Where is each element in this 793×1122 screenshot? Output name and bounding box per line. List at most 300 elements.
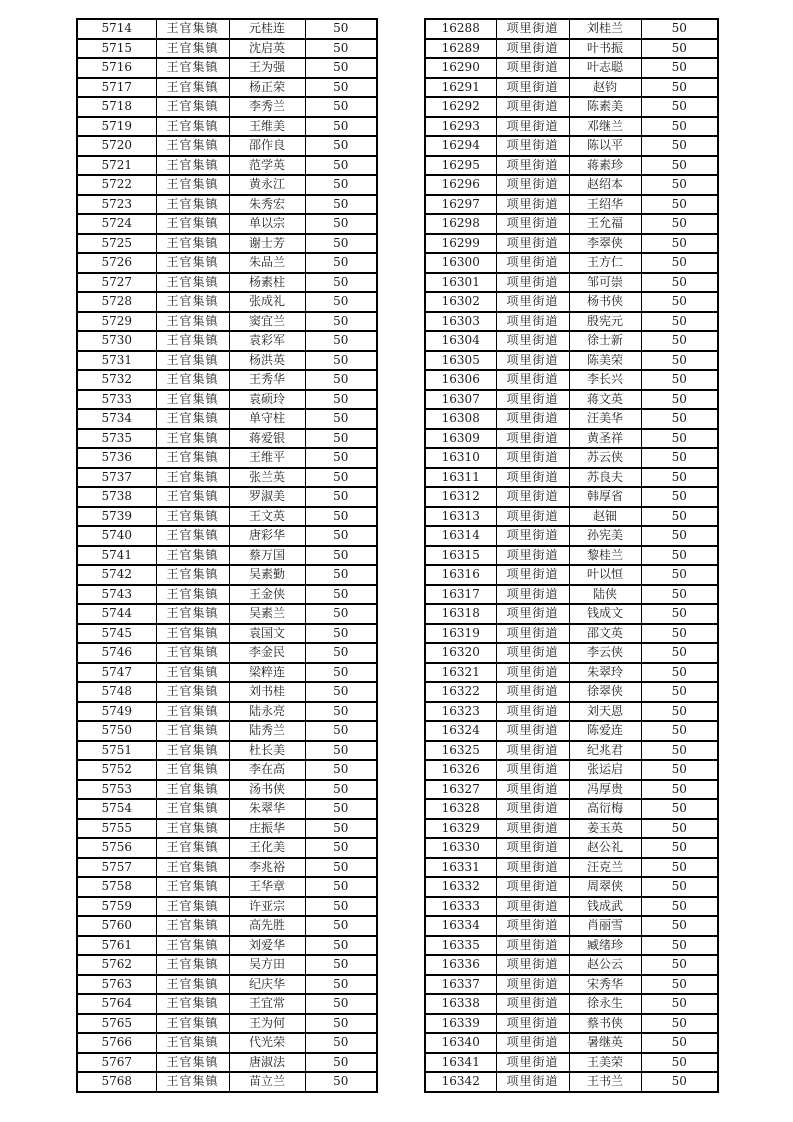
cell-serial-number: 16317 [425,585,496,605]
cell-serial-number: 16290 [425,58,496,78]
cell-person-name: 黄永江 [229,175,305,195]
cell-amount: 50 [305,156,377,176]
cell-person-name: 蒋文英 [569,390,641,410]
cell-amount: 50 [641,429,718,449]
cell-serial-number: 5744 [77,604,156,624]
cell-amount: 50 [641,19,718,39]
cell-region-name: 王官集镇 [156,370,229,390]
cell-region-name: 项里街道 [496,682,569,702]
table-row [77,682,377,702]
cell-amount: 50 [641,877,718,897]
cell-amount: 50 [305,195,377,215]
cell-amount: 50 [305,975,377,995]
cell-serial-number: 5752 [77,760,156,780]
cell-amount: 50 [641,1072,718,1092]
table-row [425,916,718,936]
table-row [77,429,377,449]
cell-person-name: 唐淑法 [229,1053,305,1073]
cell-region-name: 王官集镇 [156,273,229,293]
table-row [77,409,377,429]
cell-person-name: 孙宪美 [569,526,641,546]
table-row [425,702,718,722]
cell-person-name: 王方仁 [569,253,641,273]
table-row [425,97,718,117]
cell-amount: 50 [305,117,377,137]
cell-region-name: 项里街道 [496,624,569,644]
table-row [77,234,377,254]
cell-serial-number: 5758 [77,877,156,897]
cell-region-name: 项里街道 [496,760,569,780]
cell-region-name: 项里街道 [496,312,569,332]
table-row [77,565,377,585]
table-row [425,975,718,995]
cell-person-name: 刘桂兰 [569,19,641,39]
cell-region-name: 王官集镇 [156,1033,229,1053]
table-row [425,136,718,156]
cell-person-name: 苏云侠 [569,448,641,468]
cell-region-name: 王官集镇 [156,507,229,527]
table-row [77,136,377,156]
cell-amount: 50 [305,819,377,839]
cell-region-name: 项里街道 [496,351,569,371]
cell-serial-number: 16321 [425,663,496,683]
cell-region-name: 项里街道 [496,838,569,858]
cell-region-name: 王官集镇 [156,1014,229,1034]
cell-serial-number: 5719 [77,117,156,137]
cell-person-name: 袁国文 [229,624,305,644]
cell-amount: 50 [641,955,718,975]
cell-serial-number: 5727 [77,273,156,293]
cell-person-name: 徐翠侠 [569,682,641,702]
table-row [425,175,718,195]
cell-person-name: 高先胜 [229,916,305,936]
table-row [77,97,377,117]
cell-region-name: 项里街道 [496,877,569,897]
cell-person-name: 杨洪英 [229,351,305,371]
cell-person-name: 汤书侠 [229,780,305,800]
cell-amount: 50 [305,877,377,897]
cell-serial-number: 5725 [77,234,156,254]
cell-serial-number: 16297 [425,195,496,215]
cell-region-name: 王官集镇 [156,741,229,761]
cell-serial-number: 16327 [425,780,496,800]
cell-person-name: 钱成武 [569,897,641,917]
cell-amount: 50 [641,97,718,117]
cell-amount: 50 [305,214,377,234]
table-row [425,955,718,975]
table-row [77,858,377,878]
cell-serial-number: 16331 [425,858,496,878]
cell-amount: 50 [305,253,377,273]
cell-person-name: 范学英 [229,156,305,176]
cell-person-name: 王维平 [229,448,305,468]
cell-region-name: 王官集镇 [156,526,229,546]
cell-region-name: 项里街道 [496,448,569,468]
table-row [425,799,718,819]
table-row [425,663,718,683]
cell-region-name: 项里街道 [496,585,569,605]
table-row [425,585,718,605]
cell-region-name: 项里街道 [496,526,569,546]
cell-region-name: 王官集镇 [156,253,229,273]
cell-region-name: 王官集镇 [156,409,229,429]
cell-person-name: 汪美华 [569,409,641,429]
cell-person-name: 陈美荣 [569,351,641,371]
table-row [425,994,718,1014]
cell-region-name: 项里街道 [496,1014,569,1034]
cell-region-name: 项里街道 [496,136,569,156]
cell-person-name: 朱品兰 [229,253,305,273]
cell-person-name: 王为强 [229,58,305,78]
cell-amount: 50 [305,858,377,878]
cell-serial-number: 16320 [425,643,496,663]
cell-person-name: 袁硕玲 [229,390,305,410]
cell-amount: 50 [641,156,718,176]
cell-region-name: 项里街道 [496,214,569,234]
cell-region-name: 项里街道 [496,643,569,663]
cell-person-name: 元桂连 [229,19,305,39]
cell-amount: 50 [305,604,377,624]
cell-person-name: 邵作良 [229,136,305,156]
table-row [425,721,718,741]
cell-serial-number: 5734 [77,409,156,429]
cell-serial-number: 5755 [77,819,156,839]
cell-region-name: 项里街道 [496,234,569,254]
cell-amount: 50 [305,955,377,975]
cell-region-name: 王官集镇 [156,682,229,702]
cell-serial-number: 16296 [425,175,496,195]
cell-region-name: 项里街道 [496,858,569,878]
cell-region-name: 王官集镇 [156,780,229,800]
cell-serial-number: 5760 [77,916,156,936]
cell-amount: 50 [641,1033,718,1053]
cell-serial-number: 16310 [425,448,496,468]
cell-person-name: 李秀兰 [229,97,305,117]
cell-serial-number: 16303 [425,312,496,332]
cell-person-name: 高衍梅 [569,799,641,819]
cell-person-name: 吴方田 [229,955,305,975]
table-row [425,117,718,137]
table-row [425,936,718,956]
cell-amount: 50 [305,507,377,527]
table-row [425,390,718,410]
cell-person-name: 李金民 [229,643,305,663]
cell-person-name: 陆永亮 [229,702,305,722]
cell-serial-number: 5738 [77,487,156,507]
cell-amount: 50 [305,273,377,293]
cell-amount: 50 [641,312,718,332]
cell-region-name: 王官集镇 [156,156,229,176]
cell-person-name: 苏良夫 [569,468,641,488]
cell-region-name: 王官集镇 [156,643,229,663]
cell-person-name: 徐士新 [569,331,641,351]
cell-serial-number: 5737 [77,468,156,488]
cell-region-name: 王官集镇 [156,468,229,488]
cell-person-name: 单守柱 [229,409,305,429]
cell-serial-number: 5766 [77,1033,156,1053]
table-row [425,624,718,644]
cell-amount: 50 [641,585,718,605]
table-row [77,877,377,897]
cell-serial-number: 5717 [77,78,156,98]
cell-region-name: 王官集镇 [156,585,229,605]
cell-person-name: 王文英 [229,507,305,527]
cell-amount: 50 [641,604,718,624]
cell-serial-number: 5731 [77,351,156,371]
cell-serial-number: 5749 [77,702,156,722]
table-row [77,604,377,624]
table-row [77,721,377,741]
cell-region-name: 项里街道 [496,780,569,800]
cell-region-name: 项里街道 [496,975,569,995]
cell-serial-number: 5753 [77,780,156,800]
table-row [77,253,377,273]
cell-amount: 50 [305,409,377,429]
table-row [77,175,377,195]
cell-region-name: 王官集镇 [156,546,229,566]
cell-person-name: 陆侠 [569,585,641,605]
cell-region-name: 项里街道 [496,97,569,117]
cell-region-name: 王官集镇 [156,663,229,683]
cell-amount: 50 [641,663,718,683]
cell-person-name: 陈爱连 [569,721,641,741]
cell-amount: 50 [641,273,718,293]
cell-amount: 50 [641,1053,718,1073]
table-row [425,429,718,449]
cell-person-name: 刘书桂 [229,682,305,702]
table-row [77,1033,377,1053]
cell-amount: 50 [305,1033,377,1053]
cell-person-name: 王美荣 [569,1053,641,1073]
cell-serial-number: 5728 [77,292,156,312]
cell-amount: 50 [305,1014,377,1034]
cell-person-name: 王秀华 [229,370,305,390]
cell-person-name: 陈素美 [569,97,641,117]
cell-serial-number: 5741 [77,546,156,566]
cell-region-name: 王官集镇 [156,721,229,741]
cell-amount: 50 [305,234,377,254]
cell-amount: 50 [641,58,718,78]
table-row [77,1053,377,1073]
cell-amount: 50 [305,682,377,702]
cell-region-name: 项里街道 [496,799,569,819]
cell-serial-number: 5739 [77,507,156,527]
cell-serial-number: 5732 [77,370,156,390]
cell-region-name: 王官集镇 [156,78,229,98]
cell-region-name: 项里街道 [496,507,569,527]
cell-serial-number: 16338 [425,994,496,1014]
table-row [425,819,718,839]
cell-serial-number: 16295 [425,156,496,176]
table-row [425,1033,718,1053]
cell-serial-number: 5754 [77,799,156,819]
cell-serial-number: 5746 [77,643,156,663]
cell-serial-number: 16308 [425,409,496,429]
cell-serial-number: 5747 [77,663,156,683]
cell-serial-number: 5767 [77,1053,156,1073]
table-row [77,117,377,137]
cell-person-name: 张运启 [569,760,641,780]
table-row [77,819,377,839]
table-row [425,156,718,176]
cell-amount: 50 [641,799,718,819]
cell-person-name: 吴素兰 [229,604,305,624]
cell-region-name: 王官集镇 [156,819,229,839]
cell-person-name: 叶志聪 [569,58,641,78]
cell-amount: 50 [641,253,718,273]
table-row [425,448,718,468]
cell-serial-number: 5729 [77,312,156,332]
cell-person-name: 杜长美 [229,741,305,761]
cell-region-name: 王官集镇 [156,624,229,644]
cell-region-name: 项里街道 [496,58,569,78]
cell-serial-number: 5751 [77,741,156,761]
cell-serial-number: 5745 [77,624,156,644]
cell-serial-number: 16322 [425,682,496,702]
cell-serial-number: 5757 [77,858,156,878]
cell-amount: 50 [641,175,718,195]
cell-region-name: 王官集镇 [156,975,229,995]
cell-region-name: 王官集镇 [156,136,229,156]
cell-amount: 50 [641,624,718,644]
cell-person-name: 杨素柱 [229,273,305,293]
table-row [77,156,377,176]
cell-person-name: 朱秀宏 [229,195,305,215]
cell-amount: 50 [641,214,718,234]
cell-amount: 50 [305,331,377,351]
table-row [77,936,377,956]
cell-serial-number: 5740 [77,526,156,546]
cell-amount: 50 [305,429,377,449]
table-row [425,214,718,234]
cell-region-name: 项里街道 [496,429,569,449]
cell-person-name: 赵绍本 [569,175,641,195]
table-row [425,78,718,98]
cell-region-name: 项里街道 [496,565,569,585]
cell-amount: 50 [305,292,377,312]
table-row [425,273,718,293]
cell-amount: 50 [641,702,718,722]
cell-amount: 50 [641,234,718,254]
cell-amount: 50 [641,741,718,761]
cell-person-name: 姜玉英 [569,819,641,839]
table-row [425,507,718,527]
cell-serial-number: 16291 [425,78,496,98]
cell-serial-number: 16299 [425,234,496,254]
cell-person-name: 臧绪珍 [569,936,641,956]
cell-serial-number: 16298 [425,214,496,234]
table-row [425,195,718,215]
table-row [425,19,718,39]
cell-person-name: 谢士芳 [229,234,305,254]
table-row [425,526,718,546]
cell-serial-number: 16337 [425,975,496,995]
cell-serial-number: 16315 [425,546,496,566]
cell-serial-number: 16329 [425,819,496,839]
table-row [77,448,377,468]
cell-person-name: 张兰英 [229,468,305,488]
cell-amount: 50 [305,448,377,468]
cell-serial-number: 16341 [425,1053,496,1073]
cell-amount: 50 [641,858,718,878]
cell-region-name: 王官集镇 [156,234,229,254]
cell-person-name: 朱翠玲 [569,663,641,683]
cell-region-name: 项里街道 [496,955,569,975]
table-row [77,546,377,566]
cell-serial-number: 5721 [77,156,156,176]
cell-amount: 50 [305,546,377,566]
cell-amount: 50 [305,741,377,761]
cell-serial-number: 5743 [77,585,156,605]
cell-region-name: 项里街道 [496,916,569,936]
cell-person-name: 徐永生 [569,994,641,1014]
cell-person-name: 蔡万国 [229,546,305,566]
cell-person-name: 王书兰 [569,1072,641,1092]
cell-region-name: 项里街道 [496,1053,569,1073]
cell-amount: 50 [641,546,718,566]
cell-person-name: 刘天恩 [569,702,641,722]
cell-person-name: 周翠侠 [569,877,641,897]
cell-person-name: 陈以平 [569,136,641,156]
cell-region-name: 王官集镇 [156,487,229,507]
cell-person-name: 邓继兰 [569,117,641,137]
cell-serial-number: 5714 [77,19,156,39]
cell-serial-number: 16323 [425,702,496,722]
cell-person-name: 李长兴 [569,370,641,390]
cell-amount: 50 [641,994,718,1014]
cell-serial-number: 5724 [77,214,156,234]
cell-amount: 50 [641,643,718,663]
cell-person-name: 叶书振 [569,39,641,59]
cell-serial-number: 16334 [425,916,496,936]
table-row [77,195,377,215]
table-row [425,39,718,59]
cell-amount: 50 [641,721,718,741]
cell-amount: 50 [641,838,718,858]
table-row [425,877,718,897]
cell-serial-number: 5736 [77,448,156,468]
cell-person-name: 蒋爱银 [229,429,305,449]
table-row [77,331,377,351]
cell-person-name: 王金侠 [229,585,305,605]
cell-person-name: 朱翠华 [229,799,305,819]
table-row [77,214,377,234]
table-row [77,58,377,78]
cell-person-name: 叶以恒 [569,565,641,585]
cell-serial-number: 16306 [425,370,496,390]
table-row [425,643,718,663]
cell-person-name: 袁彩军 [229,331,305,351]
cell-region-name: 项里街道 [496,487,569,507]
cell-serial-number: 5748 [77,682,156,702]
cell-serial-number: 16330 [425,838,496,858]
cell-amount: 50 [305,897,377,917]
cell-region-name: 王官集镇 [156,1072,229,1092]
table-row [425,741,718,761]
cell-serial-number: 16333 [425,897,496,917]
cell-amount: 50 [641,195,718,215]
table-row [425,858,718,878]
cell-amount: 50 [641,292,718,312]
cell-amount: 50 [305,838,377,858]
table-row [425,409,718,429]
cell-amount: 50 [305,1072,377,1092]
cell-serial-number: 16301 [425,273,496,293]
cell-amount: 50 [641,331,718,351]
cell-amount: 50 [641,351,718,371]
cell-region-name: 项里街道 [496,994,569,1014]
cell-serial-number: 16300 [425,253,496,273]
